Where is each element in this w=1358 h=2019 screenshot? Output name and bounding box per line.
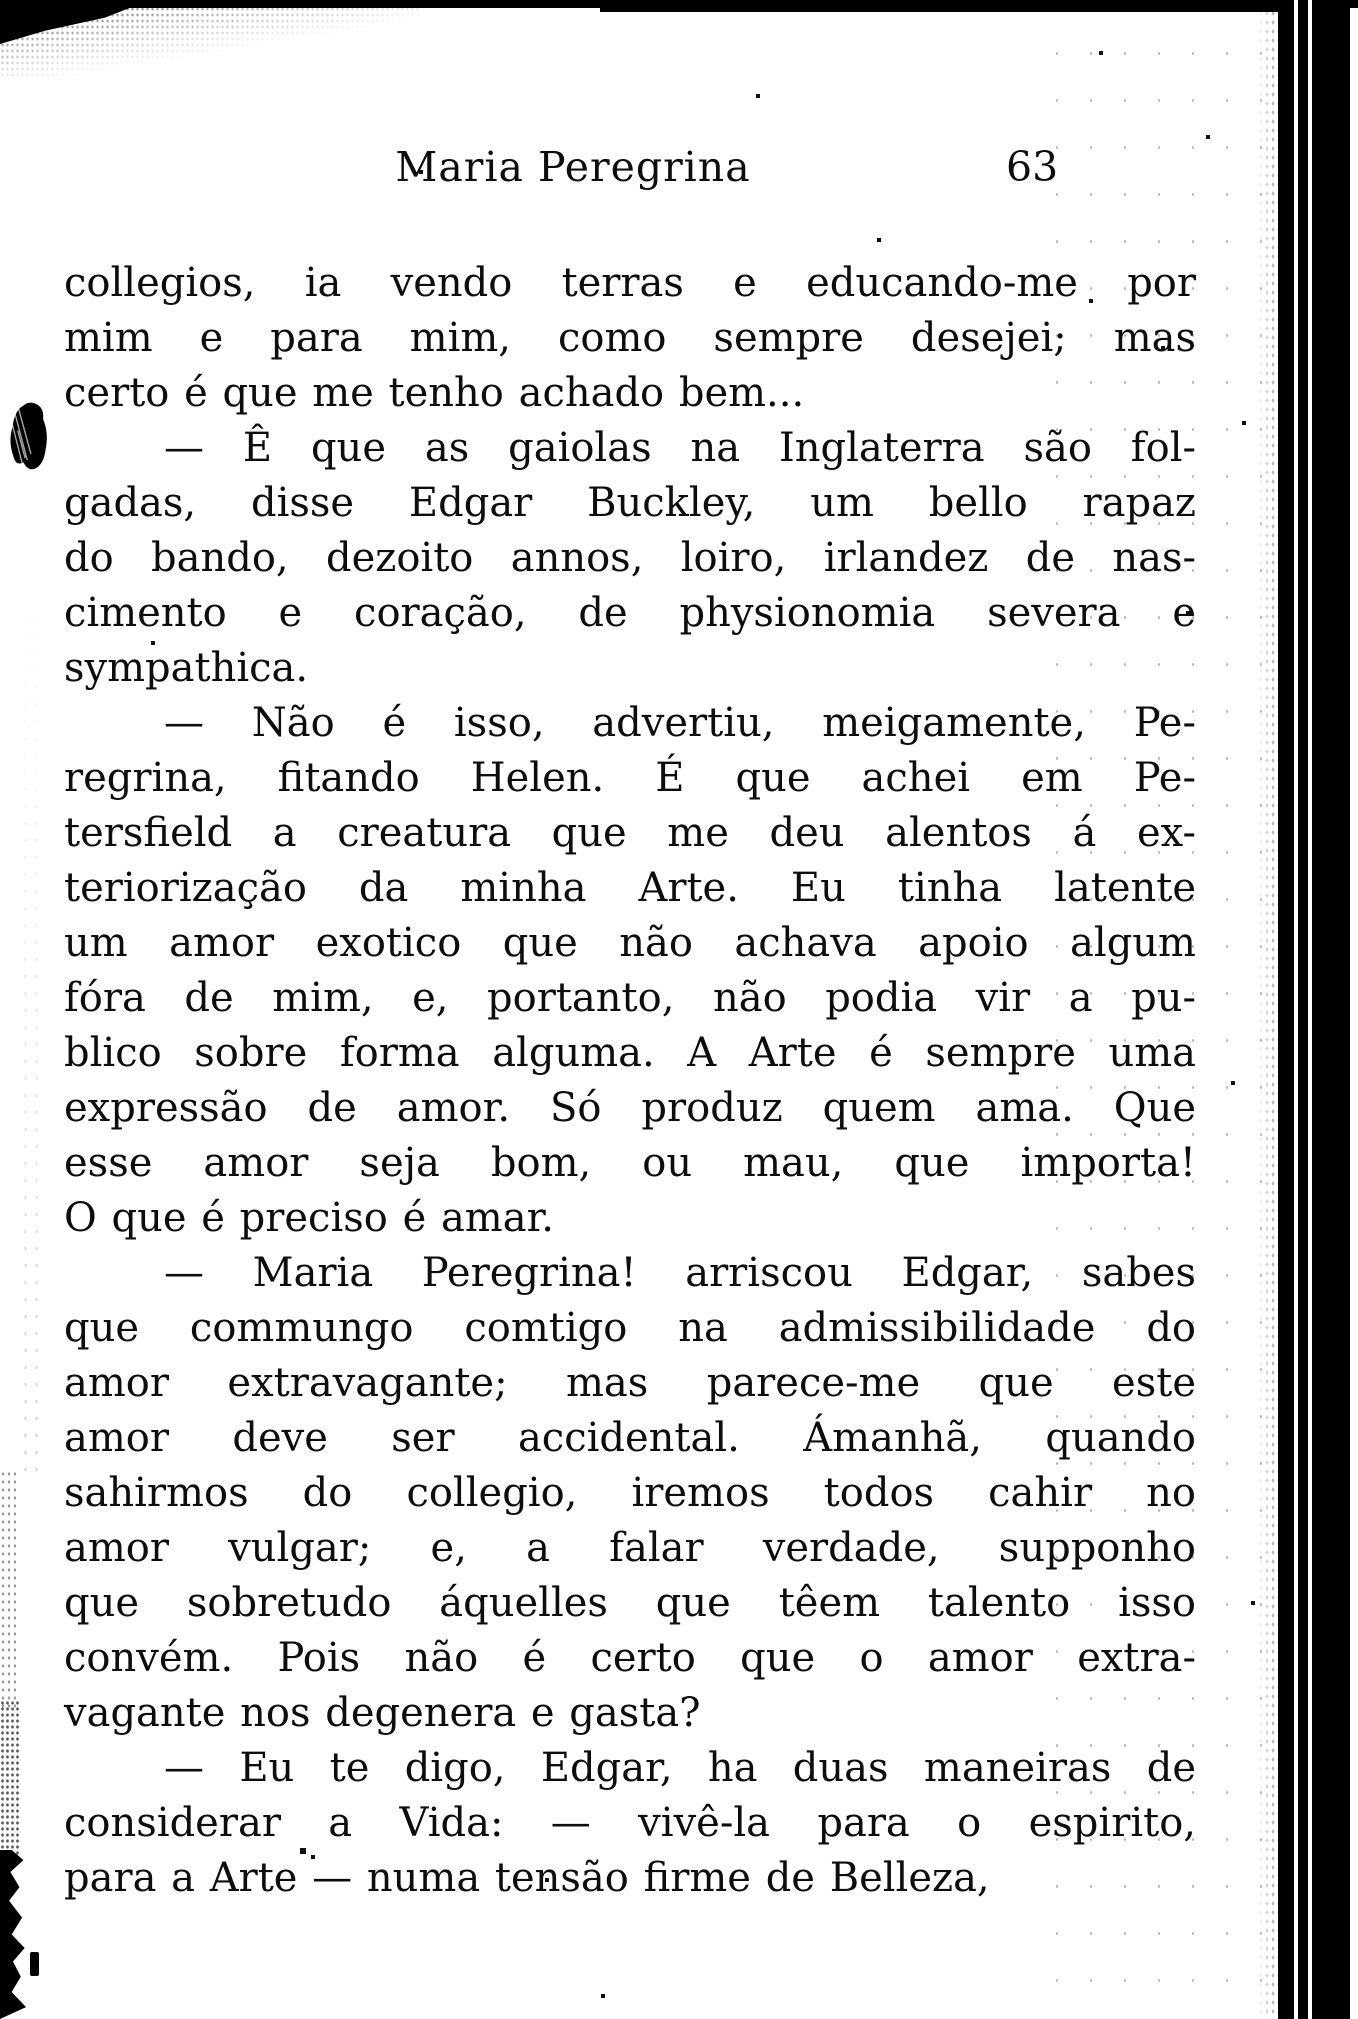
text-line: amor deve ser accidental. Ámanhã, quando — [64, 1415, 1196, 1461]
text-line: — Maria Peregrina! arriscou Edgar, sabes — [164, 1250, 1196, 1296]
ink-blot-shape — [4, 399, 54, 473]
paragraph — [64, 1741, 1196, 1906]
text-line: gadas, disse Edgar Buckley, um bello rapaz — [64, 480, 1196, 526]
text-line: do bando, dezoito annos, loiro, irlandez de nas- — [64, 535, 1196, 581]
scan-gutter-band — [1278, 0, 1350, 2019]
text-line: tersfield a creatura que me deu alentos á ex- — [64, 810, 1196, 856]
text-line: esse amor seja bom, ou mau, que importa! — [64, 1140, 1196, 1186]
text-line: que sobretudo áquelles que têem talento isso — [64, 1580, 1196, 1626]
scan-dust-specks — [0, 0, 2, 2]
text-line: expressão de amor. Só produz quem ama. Que — [64, 1085, 1196, 1131]
text-line: — Ê que as gaiolas na Inglaterra são fol- — [164, 425, 1196, 471]
paragraph — [64, 696, 1196, 1246]
text-line: certo é que me tenho achado bem... — [64, 370, 805, 416]
text-line: — Eu te digo, Edgar, ha duas maneiras de — [164, 1745, 1196, 1791]
paragraph — [64, 421, 1196, 696]
text-line: sahirmos do collegio, iremos todos cahir no — [64, 1470, 1196, 1516]
text-line: cimento e coração, de physionomia severa e — [64, 590, 1196, 636]
page-number: 63 — [1006, 143, 1059, 191]
text-line: considerar a Vida: — vivê-la para o espirito, — [64, 1800, 1196, 1846]
text-line: teriorização da minha Arte. Eu tinha latente — [64, 865, 1196, 911]
text-line: amor vulgar; e, a falar verdade, supponho — [64, 1525, 1196, 1571]
text-line: — Não é isso, advertiu, meigamente, Pe- — [164, 700, 1196, 746]
scan-bottom-left-noise-dense — [0, 1700, 20, 1860]
scan-bottom-left-noise-sparse — [0, 1470, 16, 1710]
text-line: um amor exotico que não achava apoio algum — [64, 920, 1196, 966]
paragraph — [64, 256, 1196, 421]
text-line: para a Arte — numa tensão firme de Belleza, — [64, 1855, 990, 1901]
text-line: regrina, fitando Helen. É que achei em Pe- — [64, 755, 1196, 801]
text-line: convém. Pois não é certo que o amor extra- — [64, 1635, 1196, 1681]
text-line: que commungo comtigo na admissibilidade do — [64, 1305, 1196, 1351]
running-header-title: Maria Peregrina — [395, 143, 751, 191]
scan-bottom-left-edge — [0, 1850, 26, 2019]
text-line: blico sobre forma alguma. A Arte é sempre uma — [64, 1030, 1196, 1076]
body-text — [64, 256, 1196, 1906]
text-line: mim e para mim, como sempre desejei; mas — [64, 315, 1196, 361]
text-line: fóra de mim, e, portanto, não podia vir a pu- — [64, 975, 1196, 1021]
scan-left-margin-noise — [20, 560, 46, 1480]
ink-blot — [4, 399, 54, 473]
text-line: sympathica. — [64, 645, 309, 691]
paragraph — [64, 1246, 1196, 1741]
text-line: collegios, ia vendo terras e educando-me por — [64, 260, 1196, 306]
scan-top-left-noise — [0, 6, 420, 76]
text-line: vagante nos degenera e gasta? — [64, 1690, 701, 1736]
scan-top-edge-line — [600, 6, 1300, 12]
text-line: amor extravagante; mas parece-me que este — [64, 1360, 1196, 1406]
text-line: O que é preciso é amar. — [64, 1195, 555, 1241]
scan-bottom-tick-mark — [30, 1952, 39, 1976]
